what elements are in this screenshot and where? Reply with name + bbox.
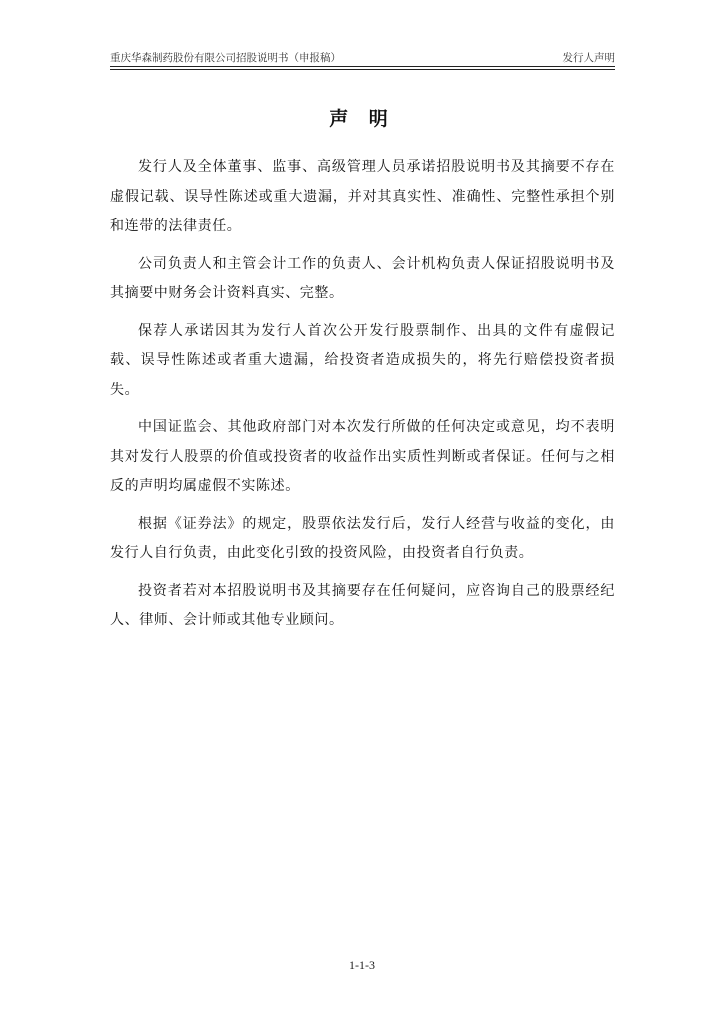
statement-paragraph: 保荐人承诺因其为发行人首次公开发行股票制作、出具的文件有虚假记载、误导性陈述或者重大遗漏，给投资者造成损失的，将先行赔偿投资者损失。 xyxy=(110,322,615,398)
statement-paragraph: 投资者若对本招股说明书及其摘要存在任何疑问，应咨询自己的股票经纪人、律师、会计师或其他专业顾问。 xyxy=(110,582,615,628)
header-section-name: 发行人声明 xyxy=(562,52,615,64)
page-number: 1-1-3 xyxy=(349,958,375,972)
page-title: 声 明 xyxy=(329,108,395,130)
statement-body xyxy=(110,153,615,644)
statement-paragraph: 中国证监会、其他政府部门对本次发行所做的任何决定或意见，均不表明其对发行人股票的价值或投资者的收益作出实质性判断或者保证。任何与之相反的声明均属虚假不实陈述。 xyxy=(110,419,615,494)
header-rule-thin xyxy=(110,69,615,70)
header-rule-thick xyxy=(110,66,615,67)
statement-paragraph: 根据《证券法》的规定，股票依法发行后，发行人经营与收益的变化，由发行人自行负责，由此变化引致的投资风险，由投资者自行负责。 xyxy=(110,515,615,561)
statement-paragraph: 公司负责人和主管会计工作的负责人、会计机构负责人保证招股说明书及其摘要中财务会计资料真实、完整。 xyxy=(110,255,615,301)
running-header xyxy=(110,50,615,66)
header-document-title: 重庆华森制药股份有限公司招股说明书（申报稿） xyxy=(110,52,341,64)
statement-paragraph: 发行人及全体董事、监事、高级管理人员承诺招股说明书及其摘要不存在虚假记载、误导性陈述或重大遗漏，并对其真实性、准确性、完整性承担个别和连带的法律责任。 xyxy=(110,159,615,234)
